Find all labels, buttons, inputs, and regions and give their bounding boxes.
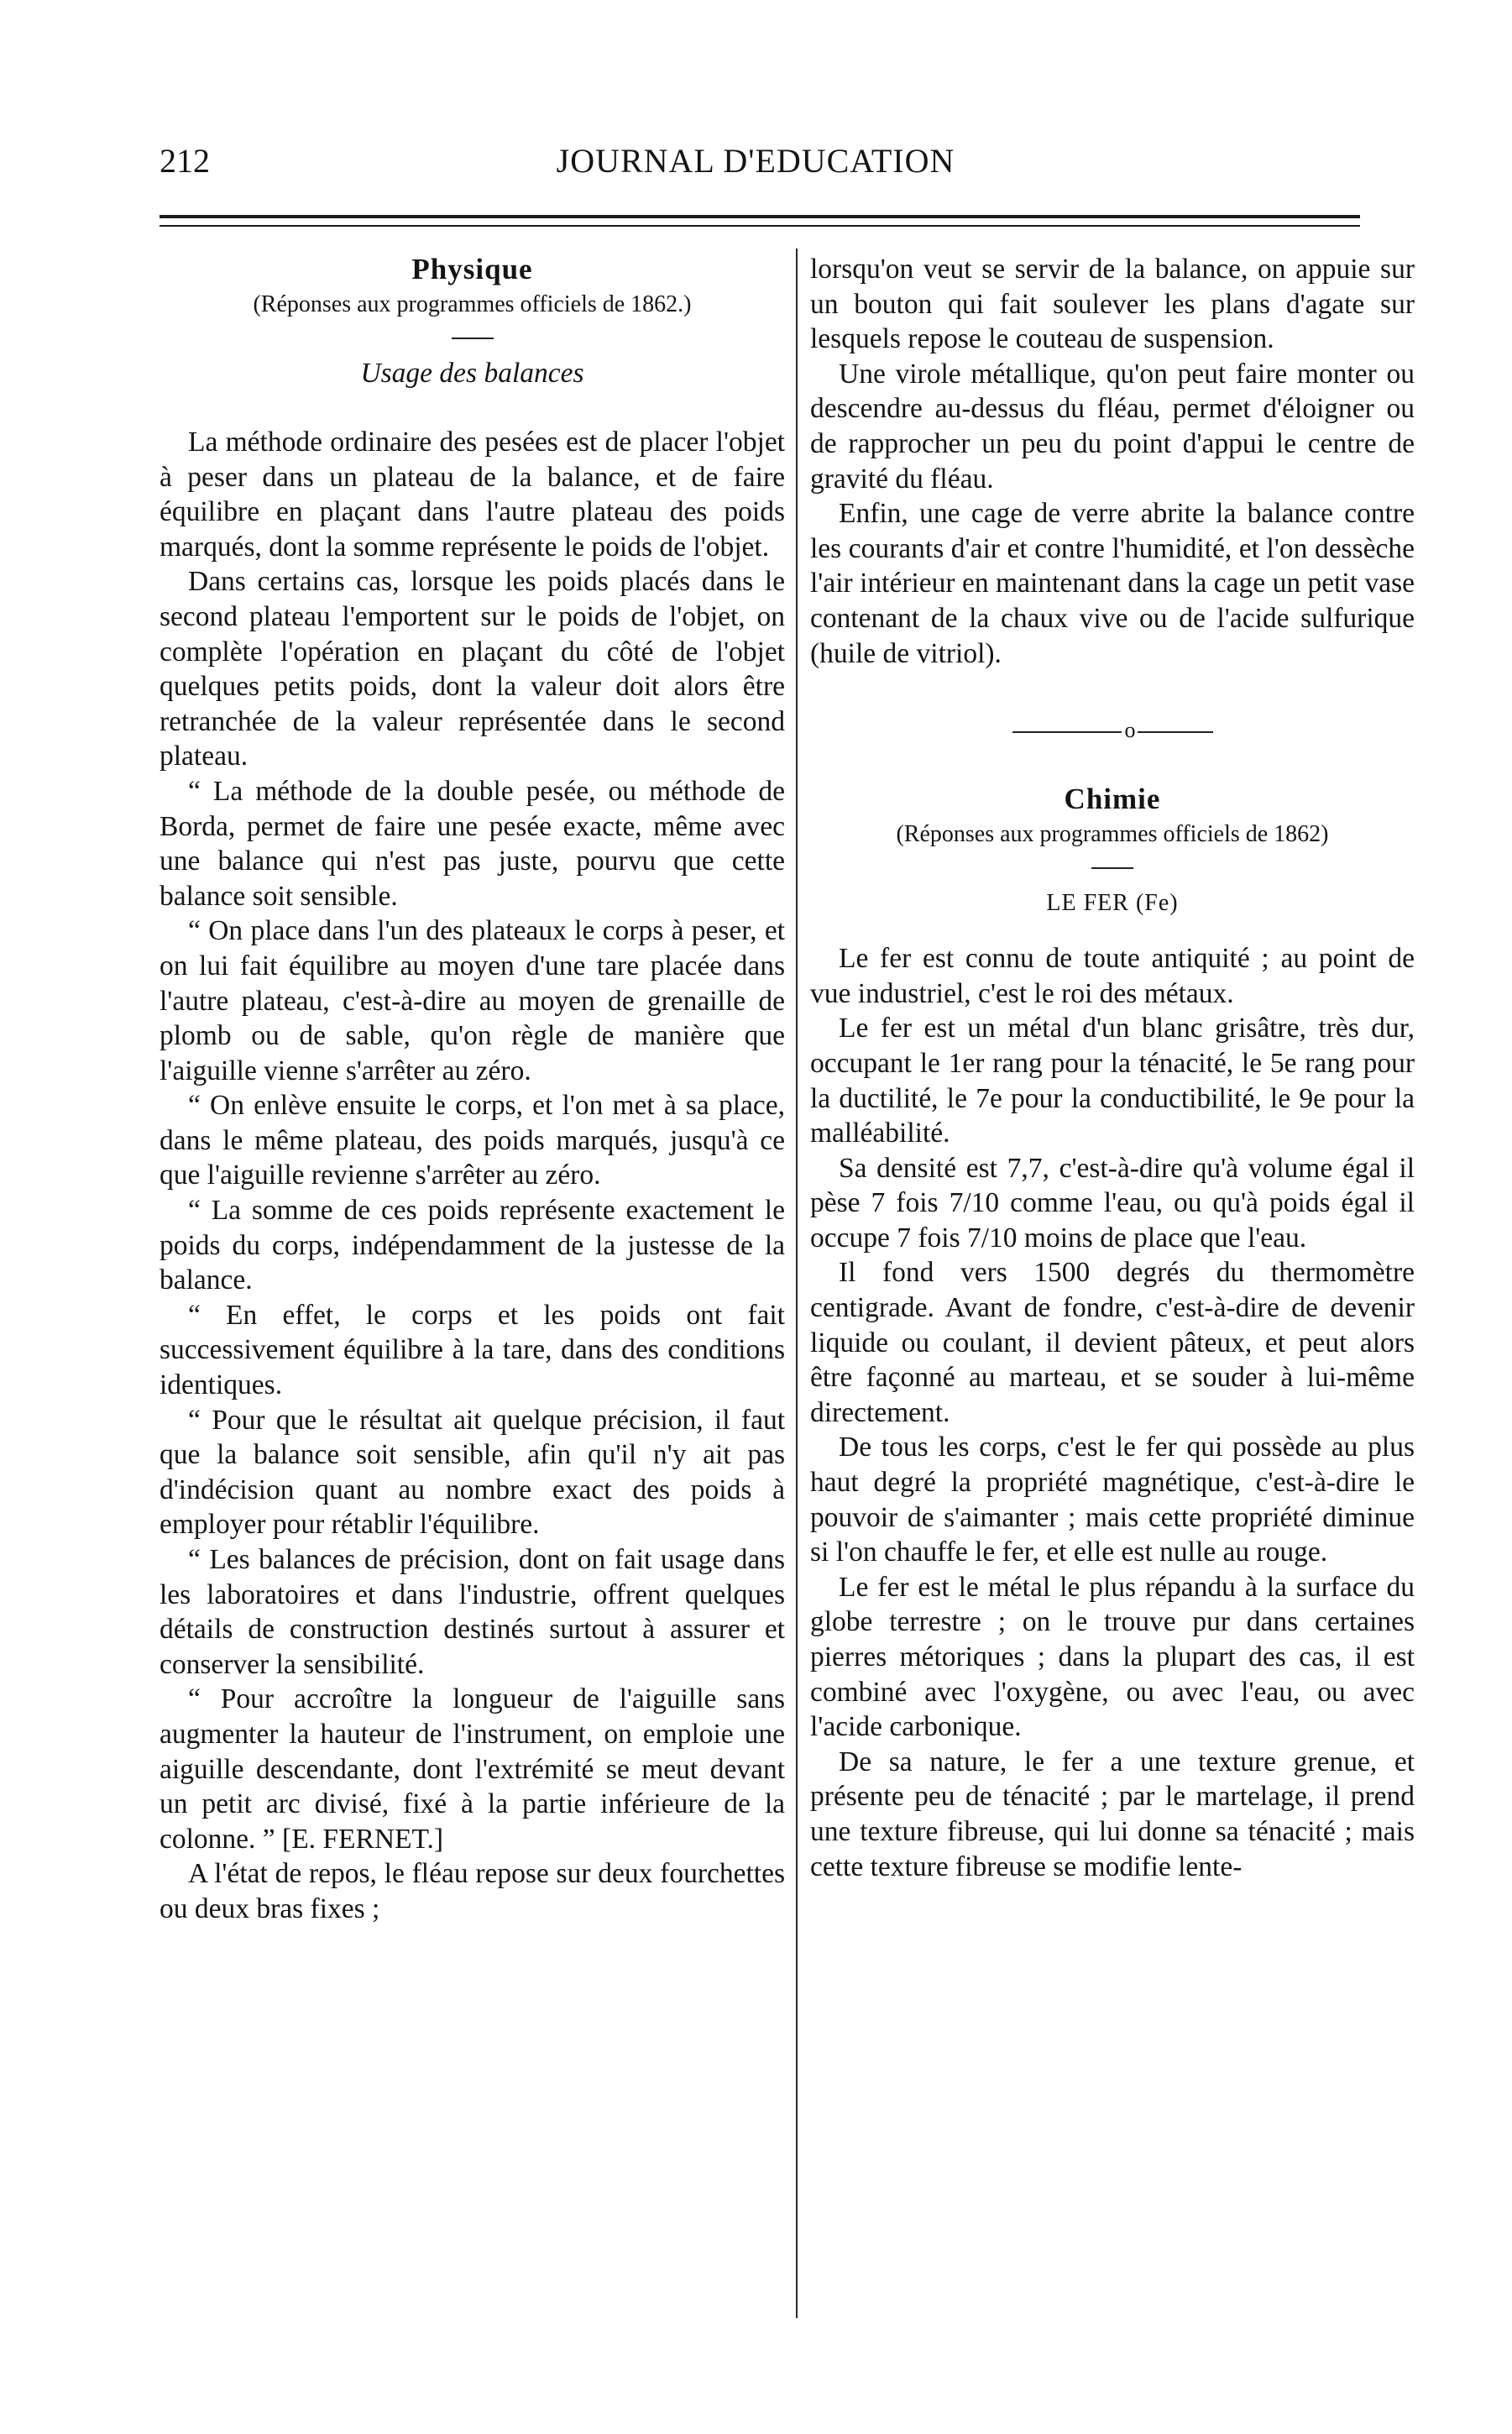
paragraph: “ La somme de ces poids représente exactement le poids du corps, indépendamment de la justesse de la balance. — [160, 1195, 785, 1296]
paragraph: Le fer est le métal le plus répandu à la surface du globe terrestre ; on le trouve pur dans certaines pierres métoriques ; dans la plupart des cas, il est combiné avec l'oxygène, ou avec l'eau, ou avec l'acide carbonique. — [810, 1571, 1415, 1743]
page-number: 212 — [160, 142, 210, 180]
paragraph: Le fer est un métal d'un blanc grisâtre, très dur, occupant le 1er rang pour la ténacité, le 5e rang pour la ductilité, le 7e pour la conductibilité, le 9e pour la malléabilité. — [810, 1013, 1415, 1149]
short-dash — [452, 338, 494, 339]
paragraph: Dans certains cas, lorsque les poids placés dans le second plateau l'emportent sur le poids de l'objet, on complète l'opération en plaçant du côté de l'objet quelques petits poids, dont la valeur doit alors être retranchée de la valeur représentée dans le second plateau. — [160, 566, 785, 772]
topic-title: LE FER (Fe) — [1046, 890, 1179, 917]
paragraph: “ En effet, le corps et les poids ont fait successivement équilibre à la tare, dans des conditions identiques. — [160, 1299, 785, 1401]
separator-dash — [1012, 731, 1122, 733]
paragraph: Le fer est connu de toute antiquité ; au point de vue industriel, c'est le roi des métaux. — [810, 943, 1415, 1009]
column-divider — [796, 249, 798, 2318]
paragraph: A l'état de repos, le fléau repose sur deux fourchettes ou deux bras fixes ; — [160, 1858, 785, 1924]
left-column — [160, 252, 785, 1927]
paragraph: “ Pour accroître la longueur de l'aiguille sans augmenter la hauteur de l'instrument, on emploie une aiguille descendante, dont l'extrémité se meut devant un petit arc divisé, fixé à la partie inférieure de la colonne. ” [E. FERNET.] — [160, 1683, 785, 1855]
header-rule-thin — [160, 225, 1360, 227]
section-separator — [810, 713, 1415, 748]
topic-title: Usage des balances — [360, 358, 584, 389]
paragraph: “ Les balances de précision, dont on fait usage dans les laboratoires et dans l'industrie, offrent quelques détails de construction destinés surtout à assurer et conserver la sensibilité. — [160, 1544, 785, 1680]
section-subtitle: (Réponses aux programmes officiels de 1862.) — [253, 291, 692, 317]
right-column — [810, 252, 1415, 1884]
paragraph: Enfin, une cage de verre abrite la balance contre les courants d'air et contre l'humidité, et l'on dessèche l'air intérieur en maintenant dans la cage un petit vase contenant de la chaux vive ou de l'acide sulfurique (huile de vitriol). — [810, 498, 1415, 669]
page-header — [160, 141, 1352, 191]
paragraph: “ Pour que le résultat ait quelque précision, il faut que la balance soit sensible, afin qu'il n'y ait pas d'indécision quant au nombre exact des poids à employer pour rétablir l'équilibre. — [160, 1404, 785, 1541]
running-title: JOURNAL D'EDUCATION — [556, 142, 955, 180]
paragraph: “ On enlève ensuite le corps, et l'on met à sa place, dans le même plateau, des poids marqués, jusqu'à ce que l'aiguille revienne s'arrêter au zéro. — [160, 1090, 785, 1191]
section-title-chimie: Chimie — [1064, 783, 1161, 816]
separator-mark: o — [1124, 718, 1134, 743]
header-rule-thick — [160, 215, 1360, 218]
short-dash — [1091, 867, 1133, 869]
paragraph: De sa nature, le fer a une texture grenue, et présente peu de ténacité ; par le martelage, il prend une texture fibreuse, qui lui donne sa ténacité ; mais cette texture fibreuse se modifie lente- — [810, 1746, 1415, 1882]
paragraph: “ On place dans l'un des plateaux le corps à peser, et on lui fait équilibre au moyen d'une tare placée dans l'autre plateau, c'est-à-dire au moyen de grenaille de plomb ou de sable, qu'on règle de manière que l'aiguille vienne s'arrêter au zéro. — [160, 915, 785, 1086]
paragraph: La méthode ordinaire des pesées est de placer l'objet à peser dans un plateau de la balance, et de faire équilibre en plaçant dans l'autre plateau des poids marqués, dont la somme représente le poids de l'objet. — [160, 427, 785, 563]
separator-dash — [1138, 731, 1213, 733]
section-title-physique: Physique — [411, 253, 533, 285]
section-subtitle: (Réponses aux programmes officiels de 1862) — [896, 821, 1329, 848]
paragraph: Sa densité est 7,7, c'est-à-dire qu'à volume égal il pèse 7 fois 7/10 comme l'eau, ou qu'à poids égal il occupe 7 fois 7/10 moins de place que l'eau. — [810, 1152, 1415, 1254]
paragraph: Il fond vers 1500 degrés du thermomètre centigrade. Avant de fondre, c'est-à-dire de devenir liquide ou coulant, il devient pâteux, et peut alors être façonné au marteau, et se souder à lui-même directement. — [810, 1257, 1415, 1428]
paragraph: lorsqu'on veut se servir de la balance, on appuie sur un bouton qui fait soulever les plans d'agate sur lesquels repose le couteau de suspension. — [810, 254, 1415, 355]
paragraph: “ La méthode de la double pesée, ou méthode de Borda, permet de faire une pesée exacte, même avec une balance qui n'est pas juste, pourvu que cette balance soit sensible. — [160, 775, 785, 912]
paragraph: Une virole métallique, qu'on peut faire monter ou descendre au-dessus du fléau, permet d'éloigner ou de rapprocher un peu du point d'appui le centre de gravité du fléau. — [810, 358, 1415, 495]
paragraph: De tous les corps, c'est le fer qui possède au plus haut degré la propriété magnétique, c'est-à-dire le pouvoir de s'aimanter ; mais cette propriété diminue si l'on chauffe le fer, et elle est nulle au rouge. — [810, 1432, 1415, 1568]
